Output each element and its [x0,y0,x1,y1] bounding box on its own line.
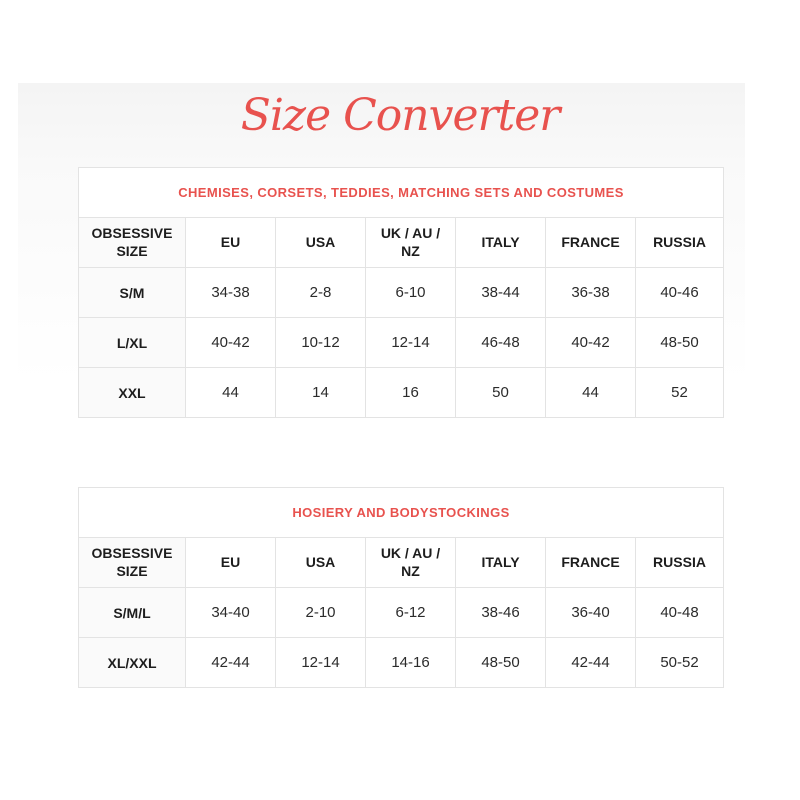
size-value: 36-38 [546,268,636,318]
size-value: 48-50 [456,638,546,688]
size-label: S/M/L [79,588,186,638]
column-header-eu: EU [186,218,276,268]
size-value: 6-10 [366,268,456,318]
table-row [79,638,724,688]
size-value: 12-14 [276,638,366,688]
column-header-usa: USA [276,218,366,268]
size-table-chemises [78,167,724,418]
column-header-uk-au-nz: UK / AU / NZ [366,538,456,588]
size-value: 6-12 [366,588,456,638]
column-header-uk-au-nz: UK / AU / NZ [366,218,456,268]
size-value: 40-42 [186,318,276,368]
size-value: 36-40 [546,588,636,638]
size-value: 16 [366,368,456,418]
size-value: 2-10 [276,588,366,638]
size-label: S/M [79,268,186,318]
size-value: 2-8 [276,268,366,318]
page-title: Size Converter [240,90,560,141]
size-value: 48-50 [636,318,724,368]
size-value: 40-48 [636,588,724,638]
table-row [79,368,724,418]
size-value: 50-52 [636,638,724,688]
size-value: 40-46 [636,268,724,318]
column-header-italy: ITALY [456,538,546,588]
table-row [79,268,724,318]
size-label: L/XL [79,318,186,368]
table-title: HOSIERY AND BODYSTOCKINGS [79,488,724,538]
size-value: 42-44 [186,638,276,688]
column-header-russia: RUSSIA [636,218,724,268]
size-table-hosiery [78,487,724,688]
column-header-usa: USA [276,538,366,588]
size-value: 40-42 [546,318,636,368]
column-header-obsessive-size: OBSESSIVE SIZE [79,538,186,588]
column-header-russia: RUSSIA [636,538,724,588]
column-header-italy: ITALY [456,218,546,268]
size-value: 34-38 [186,268,276,318]
size-value: 52 [636,368,724,418]
column-header-row [79,538,724,588]
table-row [79,318,724,368]
size-label: XXL [79,368,186,418]
size-value: 14-16 [366,638,456,688]
column-header-france: FRANCE [546,538,636,588]
table-title: CHEMISES, CORSETS, TEDDIES, MATCHING SETS AND COSTUMES [79,168,724,218]
size-value: 12-14 [366,318,456,368]
size-value: 38-46 [456,588,546,638]
size-value: 46-48 [456,318,546,368]
size-value: 34-40 [186,588,276,638]
size-value: 14 [276,368,366,418]
column-header-row [79,218,724,268]
column-header-obsessive-size: OBSESSIVE SIZE [79,218,186,268]
size-value: 44 [186,368,276,418]
column-header-eu: EU [186,538,276,588]
size-value: 42-44 [546,638,636,688]
size-value: 38-44 [456,268,546,318]
column-header-france: FRANCE [546,218,636,268]
table-title-row [79,168,724,218]
size-value: 10-12 [276,318,366,368]
table-row [79,588,724,638]
size-value: 44 [546,368,636,418]
size-value: 50 [456,368,546,418]
size-label: XL/XXL [79,638,186,688]
table-title-row [79,488,724,538]
